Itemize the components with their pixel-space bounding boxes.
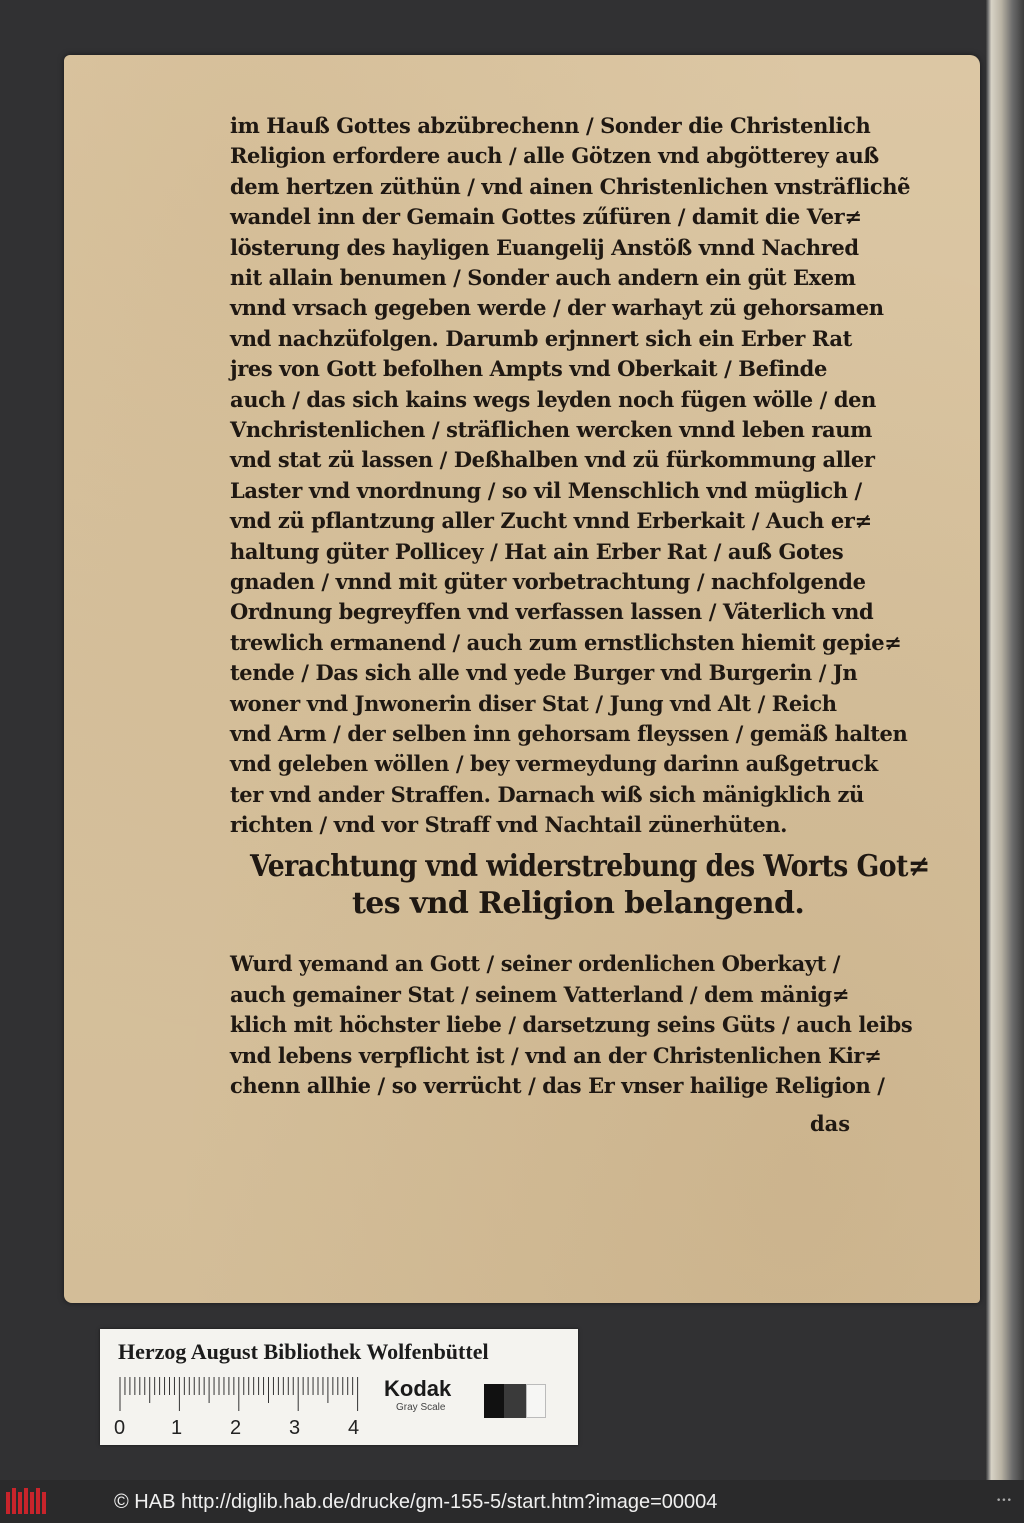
- text-line: Vnchristenlichen / sträflichen wercken vnnd leben raum: [230, 417, 872, 442]
- text-line: richten / vnd vor Straff vnd Nachtail zünerhüten.: [230, 812, 788, 838]
- ruler-number: 0: [114, 1417, 126, 1439]
- ruler-numbers: [114, 1417, 374, 1441]
- text-line: vnd stat zü lassen / Deßhalben vnd zü fürkommung aller: [230, 447, 875, 473]
- text-line: vnnd vrsach gegeben werde / der warhayt zü gehorsamen: [230, 295, 884, 321]
- text-line: auch gemainer Stat / seinem Vatterland / dem mänig≠: [230, 981, 850, 1007]
- text-line: tende / Das sich alle vnd yede Burger vnd Burgerin / Jn: [230, 660, 858, 686]
- ruler-number: 3: [289, 1417, 301, 1439]
- text-line: Ordnung begreyffen vnd verfassen lassen / Väterlich vnd: [230, 599, 874, 625]
- text-line: vnd nachzüfolgen. Darumb erjnnert sich ein Erber Rat: [230, 325, 852, 351]
- text-line: Laster vnd vnordnung / so vil Menschlich vnd müglich /: [230, 477, 862, 503]
- text-line: im Hauß Gottes abzübrechenn / Sonder die Christenlich: [230, 113, 871, 138]
- text-line: ter vnd ander Straffen. Darnach wiß sich mänigklich zü: [230, 781, 864, 807]
- text-line: haltung güter Pollicey / Hat ain Erber Rat / auß Gotes: [230, 538, 844, 564]
- ruler-number: 1: [171, 1417, 183, 1439]
- hab-logo-icon: [6, 1486, 50, 1516]
- book-page: [64, 55, 980, 1303]
- text-line: vnd geleben wöllen / bey vermeydung darinn außgetruck: [230, 751, 878, 777]
- ruler-number: 2: [230, 1417, 242, 1439]
- text-line: vnd zü pflantzung aller Zucht vnnd Erberkait / Auch er≠: [230, 508, 872, 534]
- kodak-logo: Kodak: [384, 1376, 452, 1401]
- text-line: vnd Arm / der selben inn gehorsam fleyssen / gemäß halten: [230, 721, 908, 746]
- text-line: Religion erfordere auch / alle Götzen vnd abgötterey auß: [230, 143, 879, 169]
- ruler-number: 4: [348, 1417, 360, 1439]
- text-line: klich mit höchster liebe / darsetzung seins Güts / auch leibs: [230, 1012, 913, 1038]
- text-line: trewlich ermanend / auch zum ernstlichsten hiemit gepie≠: [230, 629, 902, 655]
- gray-scale-label: Gray Scale: [396, 1402, 446, 1413]
- text-line: wandel inn der Gemain Gottes zűfüren / damit die Ver≠: [230, 204, 862, 230]
- text-line: woner vnd Jnwonerin diser Stat / Jung vnd Alt / Reich: [230, 690, 837, 716]
- gray-patch-white: [526, 1384, 546, 1418]
- viewer-footer: [0, 1480, 1024, 1523]
- adjacent-page-edge: [986, 0, 1024, 1480]
- text-line: jres von Gott befolhen Ampts vnd Oberkait / Befinde: [230, 356, 827, 382]
- text-line: chenn allhie / so verrücht / das Er vnser hailige Religion /: [230, 1073, 885, 1099]
- catchword: das: [810, 1111, 851, 1136]
- color-calibration-card: [100, 1329, 578, 1445]
- text-line: vnd lebens verpflicht ist / vnd an der Christenlichen Kir≠: [230, 1042, 882, 1068]
- more-options-icon[interactable]: •••: [996, 1496, 1012, 1506]
- text-line: nit allain benumen / Sonder auch andern ein güt Exem: [230, 265, 856, 290]
- text-line: Wurd yemand an Gott / seiner ordenlichen Oberkayt /: [230, 951, 841, 976]
- ruler-scale: [118, 1375, 368, 1413]
- heading-line: tes vnd Religion belangend.: [352, 886, 805, 921]
- copyright-link[interactable]: © HAB http://diglib.hab.de/drucke/gm-155-5/start.htm?image=00004: [114, 1491, 718, 1513]
- gray-patch-black: [484, 1384, 504, 1418]
- text-line: gnaden / vnnd mit güter vorbetrachtung / nachfolgende: [230, 569, 866, 594]
- gray-patch-dark: [504, 1384, 526, 1418]
- text-line: auch / das sich kains wegs leyden noch fügen wölle / den: [230, 386, 876, 412]
- text-line: dem hertzen züthün / vnd ainen Christenlichen vnsträflichẽ: [230, 173, 911, 199]
- library-name: Herzog August Bibliothek Wolfenbüttel: [118, 1339, 489, 1364]
- heading-line: Verachtung vnd widerstrebung des Worts Got≠: [250, 849, 930, 884]
- text-line: lösterung des hayligen Euangelij Anstöß vnnd Nachred: [230, 234, 859, 260]
